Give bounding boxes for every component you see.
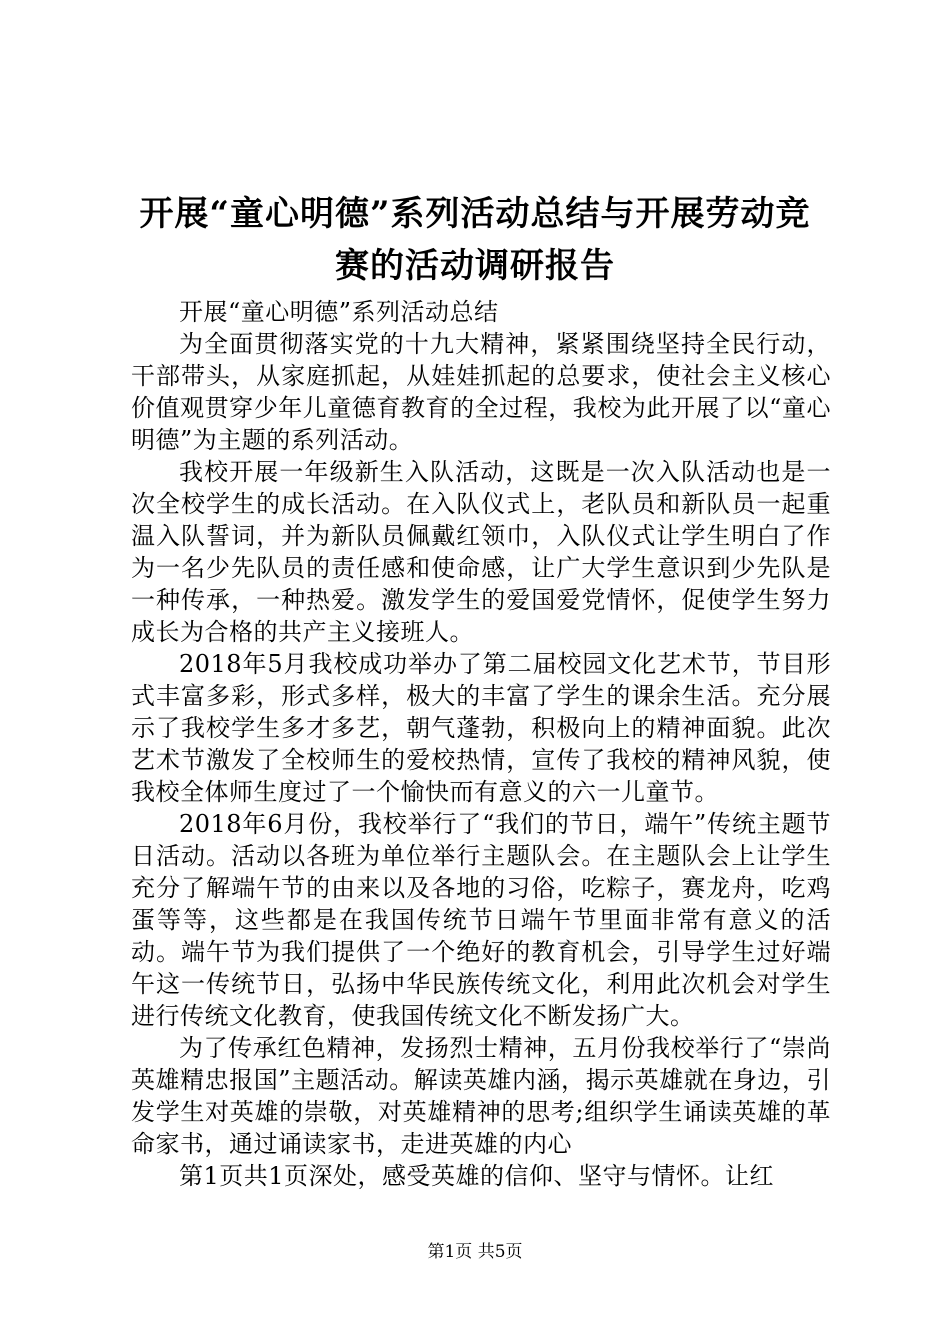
paragraph: 第1页共1页深处，感受英雄的信仰、坚守与情怀。让红 (179, 1162, 775, 1190)
section-heading: 开展“童心明德”系列活动总结 (179, 298, 499, 326)
document-title (100, 188, 850, 292)
paragraph: 为了传承红色精神，发扬烈士精神，五月份我校举行了“崇尚英雄精忠报国”主题活动。解读英雄内涵，揭示英雄就在身边，引发学生对英雄的崇敬，对英雄精神的思考;组织学生诵读英雄的革命家书，通过诵读家书，走进英雄的内心 (131, 1034, 831, 1158)
title-line-1: 开展“童心明德”系列活动总结与开展劳动竞 (139, 194, 811, 234)
paragraph: 2018年5月我校成功举办了第二届校园文化艺术节，节目形式丰富多彩，形式多样，极大的丰富了学生的课余生活。充分展示了我校学生多才多艺，朝气蓬勃，积极向上的精神面貌。此次艺术节激发了全校师生的爱校热情，宣传了我校的精神风貌，使我校全体师生度过了一个愉快而有意义的六一儿童节。 (131, 650, 831, 806)
paragraph: 为全面贯彻落实党的十九大精神，紧紧围绕坚持全民行动，干部带头，从家庭抓起，从娃娃抓起的总要求，使社会主义核心价值观贯穿少年儿童德育教育的全过程，我校为此开展了以“童心明德”为主题的系列活动。 (131, 330, 831, 454)
title-line-2: 赛的活动调研报告 (335, 246, 615, 286)
paragraph: 2018年6月份，我校举行了“我们的节日，端午”传统主题节日活动。活动以各班为单位举行主题队会。在主题队会上让学生充分了解端午节的由来以及各地的习俗，吃粽子，赛龙舟，吃鸡蛋等等，这些都是在我国传统节日端午节里面非常有意义的活动。端午节为我们提供了一个绝好的教育机会，引导学生过好端午这一传统节日，弘扬中华民族传统文化，利用此次机会对学生进行传统文化教育，使我国传统文化不断发扬广大。 (131, 810, 831, 1030)
document-body (131, 296, 831, 1192)
page-footer: 第1页 共5页 (427, 1242, 523, 1262)
paragraph: 我校开展一年级新生入队活动，这既是一次入队活动也是一次全校学生的成长活动。在入队仪式上，老队员和新队员一起重温入队誓词，并为新队员佩戴红领巾，入队仪式让学生明白了作为一名少先队员的责任感和使命感，让广大学生意识到少先队是一种传承，一种热爱。激发学生的爱国爱党情怀，促使学生努力成长为合格的共产主义接班人。 (131, 458, 831, 646)
